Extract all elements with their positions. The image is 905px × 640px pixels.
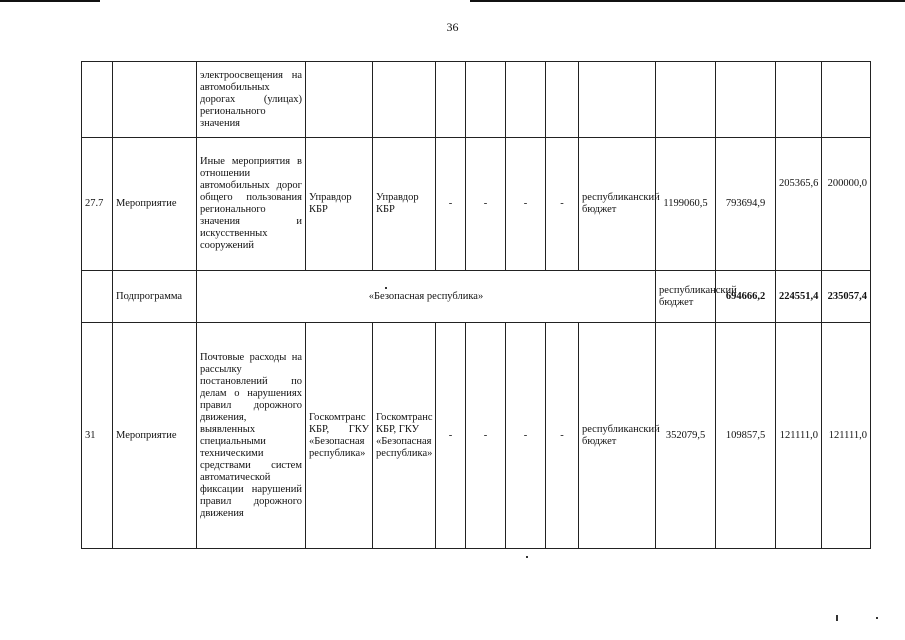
row-number-cell: 27.7 [82,138,113,271]
program-activities-table [81,61,871,549]
row-value3-cell [776,62,822,138]
row-value3-cell: 205365,6 [776,138,822,271]
row-responsible-cell: Госкомтранс КБР, ГКУ «Безопасная республика» [306,323,373,549]
scan-speck [876,617,878,619]
row-name-cell: Почтовые расходы на рассылку постановлений по делам о нарушениях правил дорожного движения, выявленных специальными техническими средствами систем автоматической фиксации нарушений правил дорожного движения [197,323,306,549]
row-type-cell: Мероприятие [113,138,197,271]
page-top-rule-left [0,0,100,2]
table-row [82,62,871,138]
row-name-cell: электроосвещения на автомобильных дорогах (улицах) регионального значения [197,62,306,138]
row-col4-cell: - [546,323,579,549]
row-value4-cell: 200000,0 [822,138,871,271]
row-source-cell: республиканский бюджет [656,271,716,323]
row-value1-cell [656,62,716,138]
row-col3-cell [506,62,546,138]
row-number-cell [82,62,113,138]
row-value1-cell: 352079,5 [656,323,716,549]
row-value4-cell [822,62,871,138]
row-source-cell [579,62,656,138]
row-type-cell [113,62,197,138]
row-col2-cell [466,62,506,138]
row-col1-cell: - [436,138,466,271]
row-col1-cell [436,62,466,138]
row-responsible-cell [306,62,373,138]
row-value1-cell: 694666,2 [716,271,776,323]
row-col1-cell: - [436,323,466,549]
row-type-cell: Мероприятие [113,323,197,549]
row-value3-cell: 235057,4 [822,271,871,323]
row-number-cell: 31 [82,323,113,549]
row-col2-cell: - [466,323,506,549]
row-co-executor-cell: Госкомтранс КБР, ГКУ «Безопасная республика» [373,323,436,549]
row-col4-cell: - [546,138,579,271]
page-top-rule-mid [470,0,905,2]
row-col2-cell: - [466,138,506,271]
table-row [82,271,871,323]
row-col3-cell: - [506,138,546,271]
scan-speck [385,287,387,289]
table-row [82,323,871,549]
row-value1-cell: 1199060,5 [656,138,716,271]
scan-speck [526,556,528,558]
row-responsible-cell: Управдор КБР [306,138,373,271]
row-value2-cell [716,62,776,138]
row-col4-cell [546,62,579,138]
row-value3-cell: 121111,0 [776,323,822,549]
row-source-cell: республиканский бюджет [579,323,656,549]
subprogram-title-cell: «Безопасная республика» [197,271,656,323]
row-value4-cell: 121111,0 [822,323,871,549]
row-co-executor-cell: Управдор КБР [373,138,436,271]
row-type-cell: Подпрограмма [113,271,197,323]
row-col3-cell: - [506,323,546,549]
row-value2-cell: 109857,5 [716,323,776,549]
row-co-executor-cell [373,62,436,138]
row-value2-cell: 224551,4 [776,271,822,323]
scan-speck [836,615,838,621]
row-name-cell: Иные мероприятия в отношении автомобильных дорог общего пользования регионального значения и искусственных сооружений [197,138,306,271]
row-value2-cell: 793694,9 [716,138,776,271]
row-number-cell [82,271,113,323]
row-source-cell: республиканский бюджет [579,138,656,271]
page-number: 36 [446,20,459,34]
table-row [82,138,871,271]
